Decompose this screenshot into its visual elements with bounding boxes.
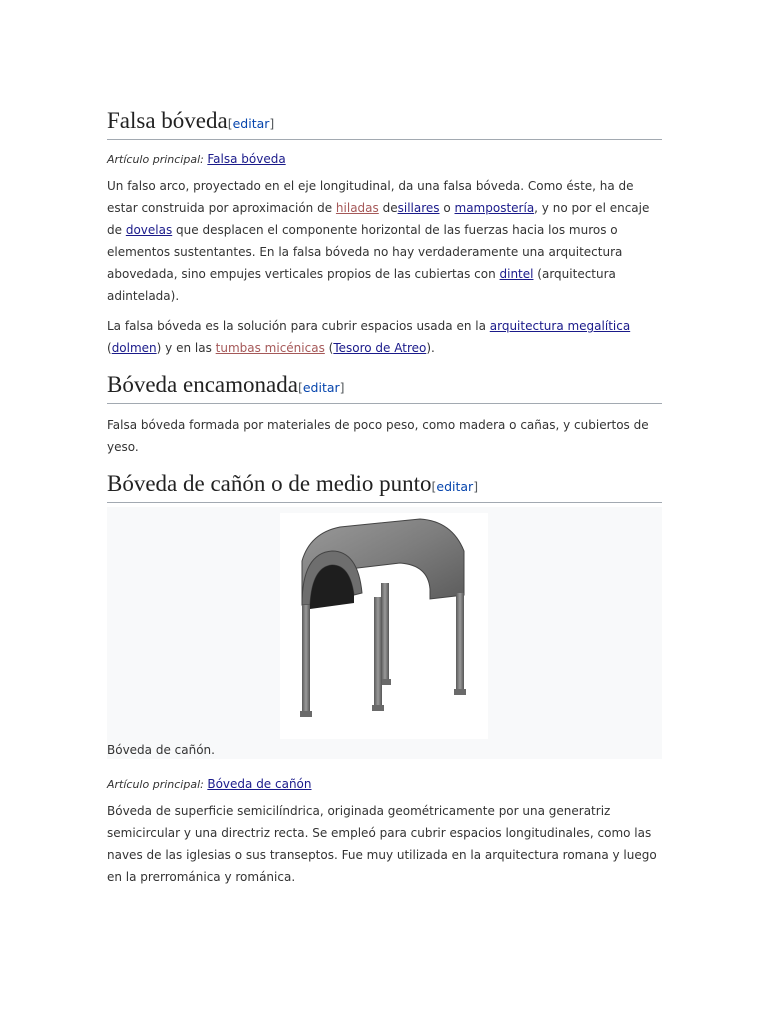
edit-link[interactable]: editar [232, 116, 270, 131]
edit-link[interactable]: editar [436, 479, 474, 494]
edit-link[interactable]: editar [302, 380, 340, 395]
section-heading-boveda-encamonada [107, 371, 662, 404]
edit-section: [editar] [431, 479, 479, 494]
main-article-note: Artículo principal: Falsa bóveda [107, 152, 286, 166]
section-heading-falsa-boveda [107, 107, 662, 140]
figure-caption: Bóveda de cañón. [107, 743, 215, 757]
section-heading-boveda-de-canon [107, 470, 662, 503]
main-article-link[interactable]: Falsa bóveda [207, 152, 286, 166]
barrel-vault-illustration [280, 513, 488, 739]
link-mamposteria[interactable]: mampostería [454, 201, 535, 215]
edit-section: [editar] [297, 380, 345, 395]
section-title: Falsa bóveda [107, 108, 228, 133]
link-sillares[interactable]: sillares [397, 201, 440, 215]
link-hiladas[interactable]: hiladas [335, 201, 379, 215]
paragraph: Falsa bóveda formada por materiales de poco peso, como madera o cañas, y cubiertos de yeso. [107, 418, 649, 454]
main-article-link[interactable]: Bóveda de cañón [207, 777, 312, 791]
section-title: Bóveda encamonada [107, 372, 298, 397]
section-title: Bóveda de cañón o de medio punto [107, 471, 432, 496]
link-dintel[interactable]: dintel [499, 267, 534, 281]
paragraph: Bóveda de superficie semicilíndrica, originada geométricamente por una generatriz semicircular y una directriz recta. Se empleó para cubrir espacios longitudinales, como las naves de las iglesias o sus transeptos. Fue muy utilizada en la arquitectura romana y luego en la prerrománica y románica. [107, 804, 657, 884]
link-tumbas-micenicas[interactable]: tumbas micénicas [215, 341, 325, 355]
link-dovelas[interactable]: dovelas [125, 223, 173, 237]
paragraph: La falsa bóveda es la solución para cubrir espacios usada en la arquitectura megalítica (dolmen) y en las tumbas micénicas (Tesoro de Atreo). [107, 319, 631, 355]
paragraph: Un falso arco, proyectado en el eje longitudinal, da una falsa bóveda. Como éste, ha de estar construida por aproximación de hiladas desillares o mampostería, y no por el encaje de dovelas que desplacen el componente horizontal de las fuerzas hacia los muros o elementos sustentantes. En la falsa bóveda no hay verdaderamente una arquitectura abovedada, sino empujes verticales propios de las cubiertas con dintel (arquitectura adintelada). [107, 179, 650, 303]
link-tesoro-de-atreo[interactable]: Tesoro de Atreo [333, 341, 427, 355]
link-dolmen[interactable]: dolmen [111, 341, 157, 355]
article-content [107, 100, 662, 888]
link-arquitectura-megalitica[interactable]: arquitectura megalítica [489, 319, 631, 333]
main-article-note: Artículo principal: Bóveda de cañón [107, 777, 312, 791]
thumbnail-figure [107, 507, 662, 759]
edit-section: [editar] [227, 116, 275, 131]
barrel-vault-image[interactable] [280, 513, 488, 739]
